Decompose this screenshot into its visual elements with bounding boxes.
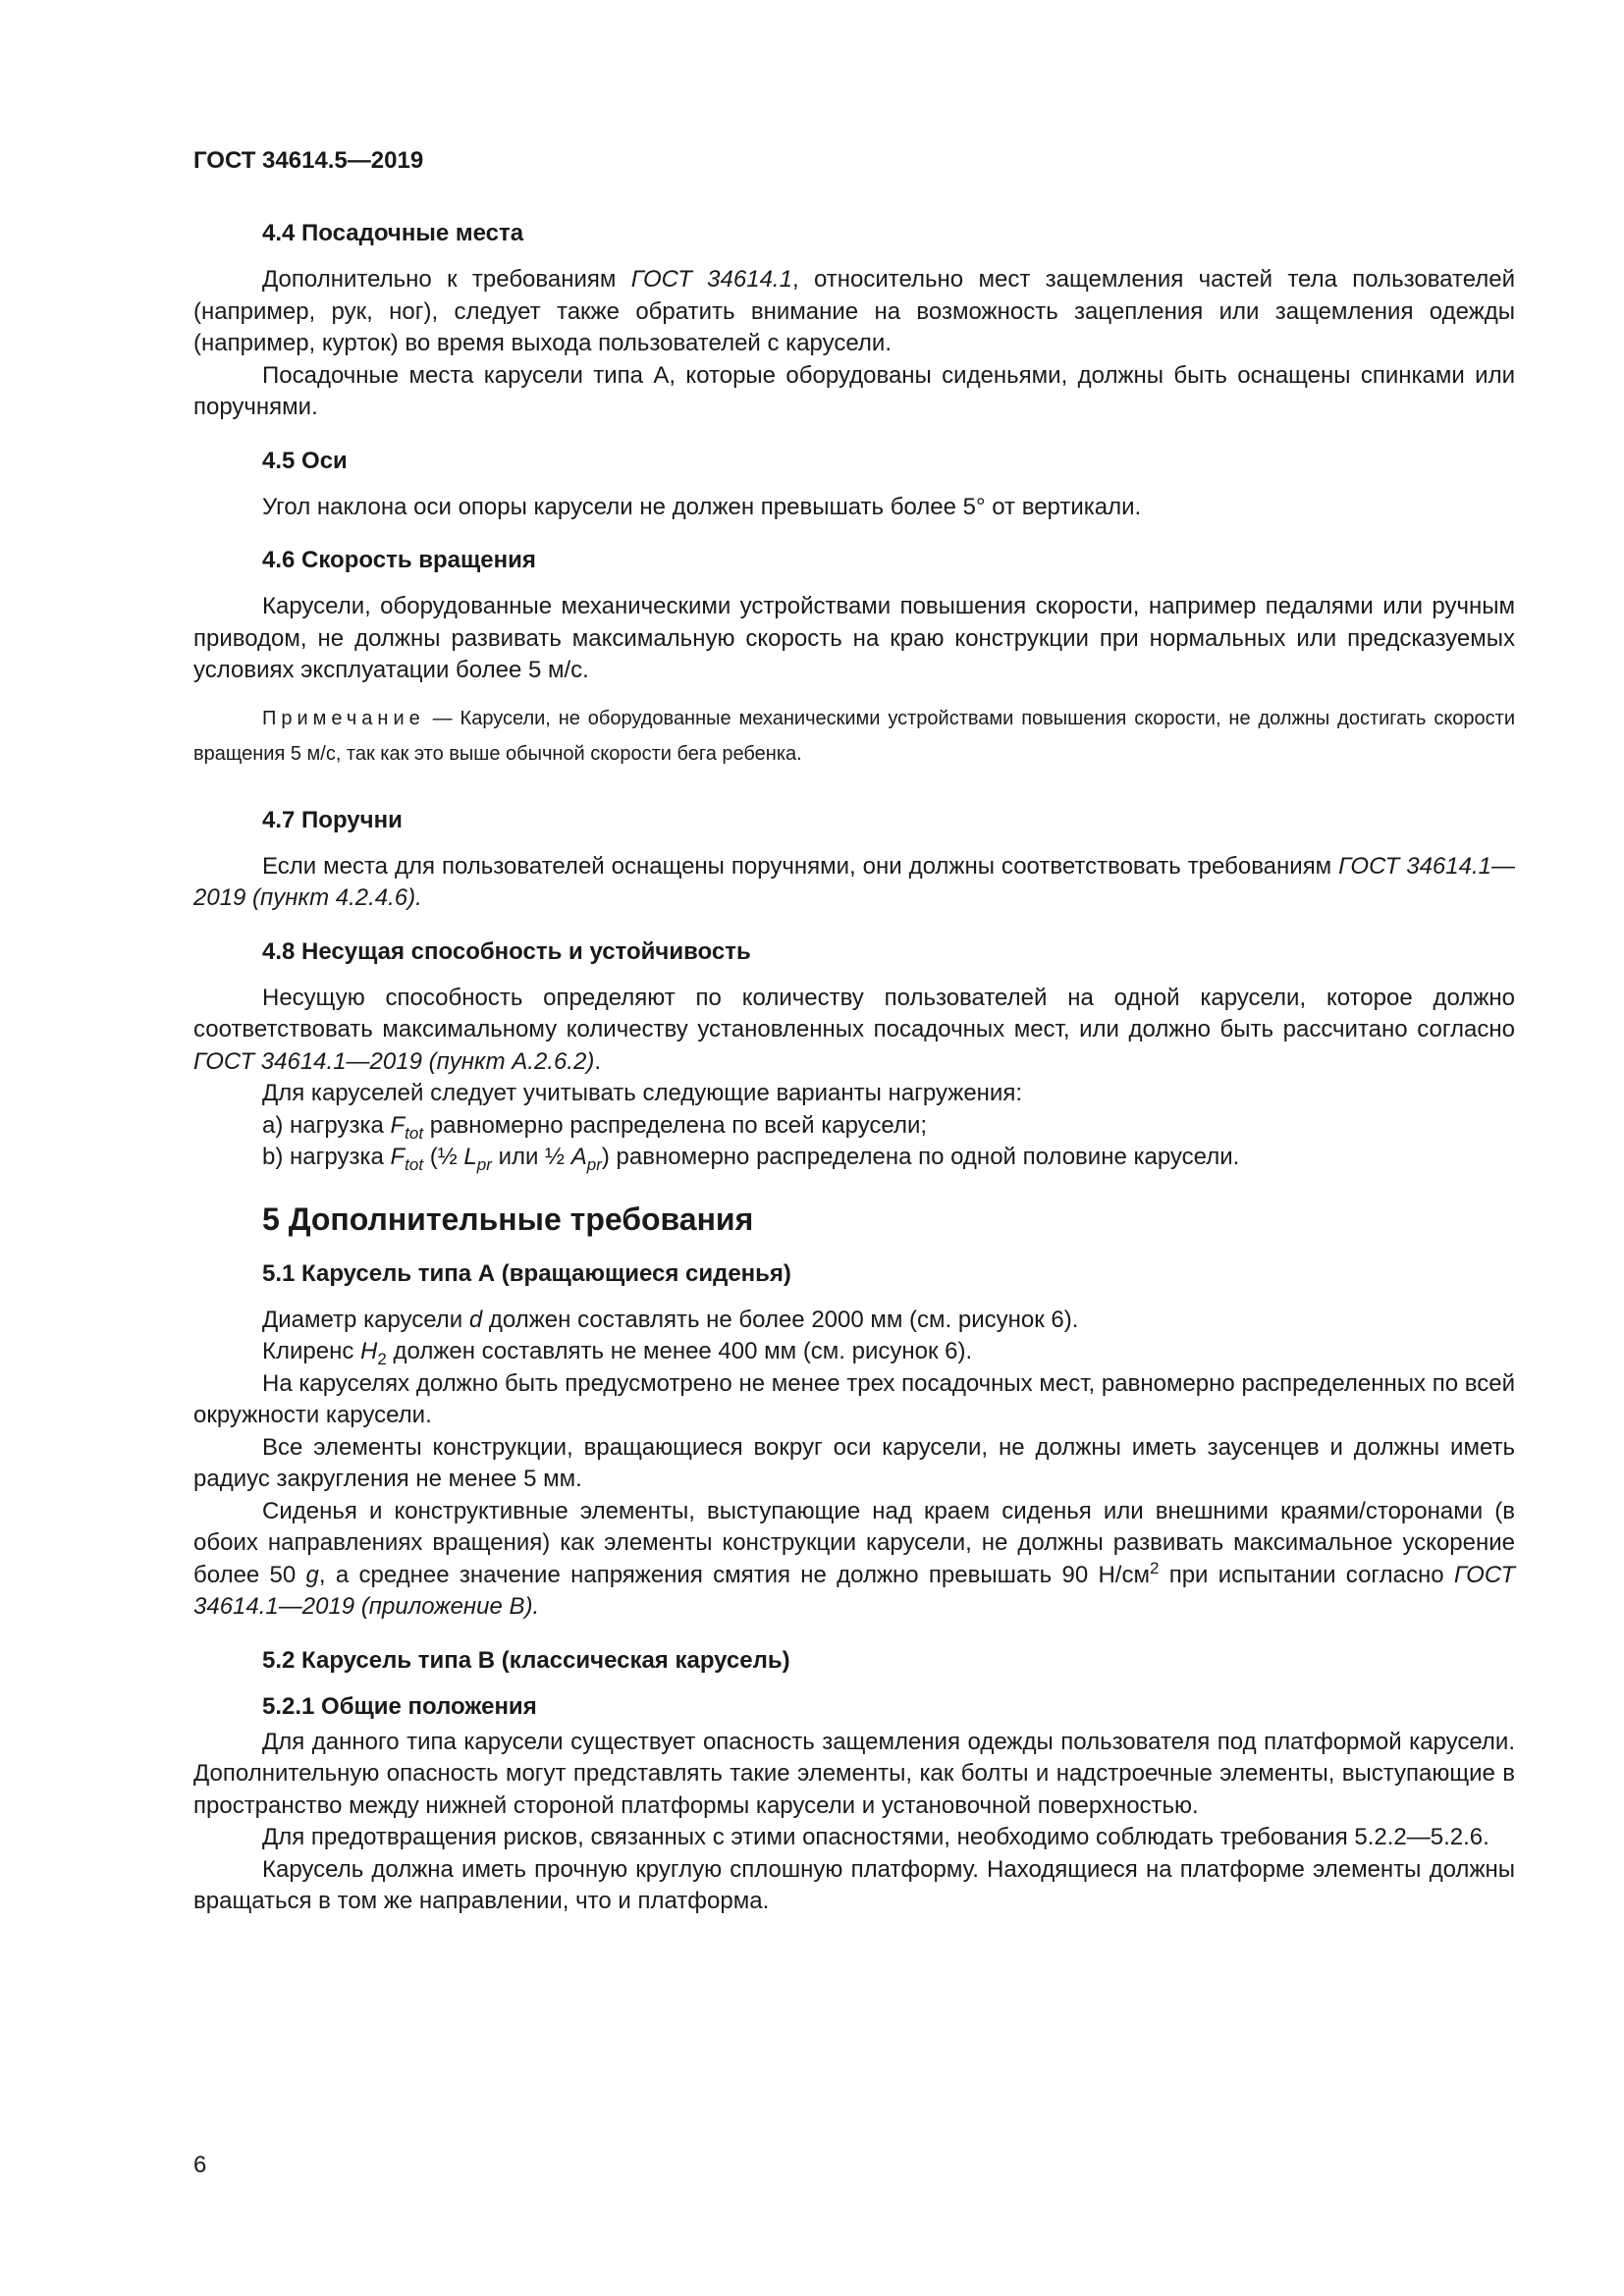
subscript-tot: tot [405, 1155, 424, 1174]
load-case-a [193, 1110, 1515, 1143]
note-label: Примечание [262, 707, 425, 729]
symbol-L: L [463, 1144, 477, 1170]
note-text: — Карусели, не оборудованные механическими устройствами повышения скорости, не должны достигать скорости вращения 5 м/с, так как это выше обычной скорости бега ребенка. [193, 707, 1515, 765]
section-4-7-paragraph-1 [193, 851, 1515, 915]
section-4-7-title: 4.7 Поручни [262, 806, 403, 833]
section-5-1-title: 5.1 Карусель типа А (вращающиеся сиденья) [262, 1259, 791, 1287]
section-5-2-1-paragraph-1: Для данного типа карусели существует опасность защемления одежды пользователя под платформой карусели. Дополнительную опасность могут представлять такие элементы, как болты и надстроечные элементы, выступающие в пространство между нижней стороной платформы карусели и установочной поверхностью. [193, 1728, 1515, 1819]
section-4-5-title: 4.5 Оси [262, 447, 348, 474]
text-fragment: , относительно мест защемления частей тела пользователей (например, рук, ног), следует также обратить внимание на возможность зацепления или защемления одежды (например, курток) во время выхода пользователей с карусели. [193, 266, 1516, 356]
standard-reference: ГОСТ 34614.1—2019 (пункт 4.2.4.6). [193, 852, 1515, 911]
section-4-8-paragraph-1 [193, 983, 1515, 1079]
page-number: 6 [193, 2152, 207, 2178]
text-fragment: Клиренс [262, 1338, 361, 1364]
symbol-F: F [390, 1144, 406, 1170]
symbol-g: g [305, 1561, 319, 1588]
standard-reference: ГОСТ 34614.1 [630, 266, 792, 293]
section-4-5-paragraph-1: Угол наклона оси опоры карусели не должен превышать более 5° от вертикали. [262, 493, 1142, 520]
text-fragment: Если места для пользователей оснащены поручнями, они должны соответствовать требованиям [262, 852, 1339, 880]
section-5-1-paragraph-1 [193, 1305, 1515, 1337]
text-fragment: Сиденья и конструктивные элементы, выступающие над краем сиденья или внешними краями/сторонами (в обоих направлениях вращения) как элементы конструкции карусели, не должны развивать максимальное ускорение более 50 [193, 1497, 1515, 1588]
load-case-b [193, 1142, 1515, 1174]
text-fragment: b) нагрузка [262, 1144, 391, 1170]
section-5-2-1-paragraph-3: Карусель должна иметь прочную круглую сплошную платформу. Находящиеся на платформе элементы должны вращаться в том же направлении, что и платформа. [193, 1855, 1515, 1914]
section-4-8-title: 4.8 Несущая способность и устойчивость [262, 937, 751, 965]
section-4-8-paragraph-2: Для каруселей следует учитывать следующие варианты нагружения: [262, 1080, 1022, 1106]
subscript-tot: tot [405, 1123, 424, 1143]
section-5-1-paragraph-5 [193, 1496, 1515, 1624]
text-fragment: Диаметр карусели [262, 1306, 469, 1333]
section-5-2-1-title: 5.2.1 Общие положения [262, 1692, 537, 1720]
section-4-4-paragraph-2: Посадочные места карусели типа А, которые оборудованы сиденьями, должны быть оснащены спинками или поручнями. [193, 361, 1515, 420]
superscript-2: 2 [1149, 1558, 1160, 1577]
section-5-2-1-paragraph-2: Для предотвращения рисков, связанных с этими опасностями, необходимо соблюдать требования 5.2.2—5.2.6. [262, 1824, 1489, 1850]
subscript-pr: pr [586, 1155, 602, 1174]
symbol-F: F [390, 1111, 406, 1139]
subscript-pr: pr [476, 1155, 492, 1174]
text-fragment: Несущую способность определяют по количеству пользователей на одной карусели, которое должно соответствовать максимальному количеству установленных посадочных мест, или должно быть рассчитано согласно [193, 984, 1515, 1042]
standard-reference: ГОСТ 34614.1—2019 (пункт А.2.6.2) [193, 1047, 595, 1075]
symbol-A: A [570, 1144, 587, 1170]
section-5-1-paragraph-4: Все элементы конструкции, вращающиеся вокруг оси карусели, не должны иметь заусенцев и должны иметь радиус закругления не менее 5 мм. [193, 1433, 1515, 1492]
text-fragment: или ½ [491, 1144, 571, 1170]
section-4-6-note [193, 701, 1515, 772]
section-4-6-paragraph-1: Карусели, оборудованные механическими устройствами повышения скорости, например педалями или ручным приводом, не должны развивать максимальную скорость на краю конструкции при нормальных или предсказуемых условиях эксплуатации более 5 м/с. [193, 593, 1515, 683]
text-fragment: . [594, 1047, 601, 1075]
text-fragment: равномерно распределена по всей карусели; [423, 1111, 928, 1139]
section-5-1-paragraph-2 [193, 1336, 1515, 1368]
symbol-d: d [468, 1306, 483, 1333]
text-fragment: ) равномерно распределена по одной половине карусели. [601, 1144, 1240, 1170]
standard-reference: ГОСТ 34614.1—2019 (приложение В). [193, 1561, 1516, 1620]
symbol-H: H [360, 1338, 378, 1364]
document-header: ГОСТ 34614.5—2019 [193, 147, 424, 174]
section-5-2-title: 5.2 Карусель типа В (классическая карусель) [262, 1646, 790, 1674]
text-fragment: (½ [423, 1144, 464, 1170]
text-fragment: должен составлять не менее 400 мм (см. рисунок 6). [386, 1338, 973, 1364]
section-4-6-title: 4.6 Скорость вращения [262, 547, 536, 573]
section-5-title: 5 Дополнительные требования [262, 1201, 754, 1237]
section-5-1-paragraph-3: На каруселях должно быть предусмотрено не менее трех посадочных мест, равномерно распределенных по всей окружности карусели. [193, 1369, 1515, 1428]
text-fragment: при испытании согласно [1159, 1561, 1454, 1588]
text-fragment: , а среднее значение напряжения смятия не должно превышать 90 Н/см [318, 1561, 1150, 1588]
text-fragment: Дополнительно к требованиям [262, 266, 631, 293]
text-fragment: a) нагрузка [262, 1111, 391, 1139]
text-fragment: должен составлять не более 2000 мм (см. рисунок 6). [482, 1306, 1079, 1333]
section-4-4-title: 4.4 Посадочные места [262, 220, 524, 246]
section-4-4-paragraph-1 [193, 264, 1515, 360]
page-content [193, 147, 1515, 1918]
subscript-2: 2 [377, 1350, 387, 1368]
